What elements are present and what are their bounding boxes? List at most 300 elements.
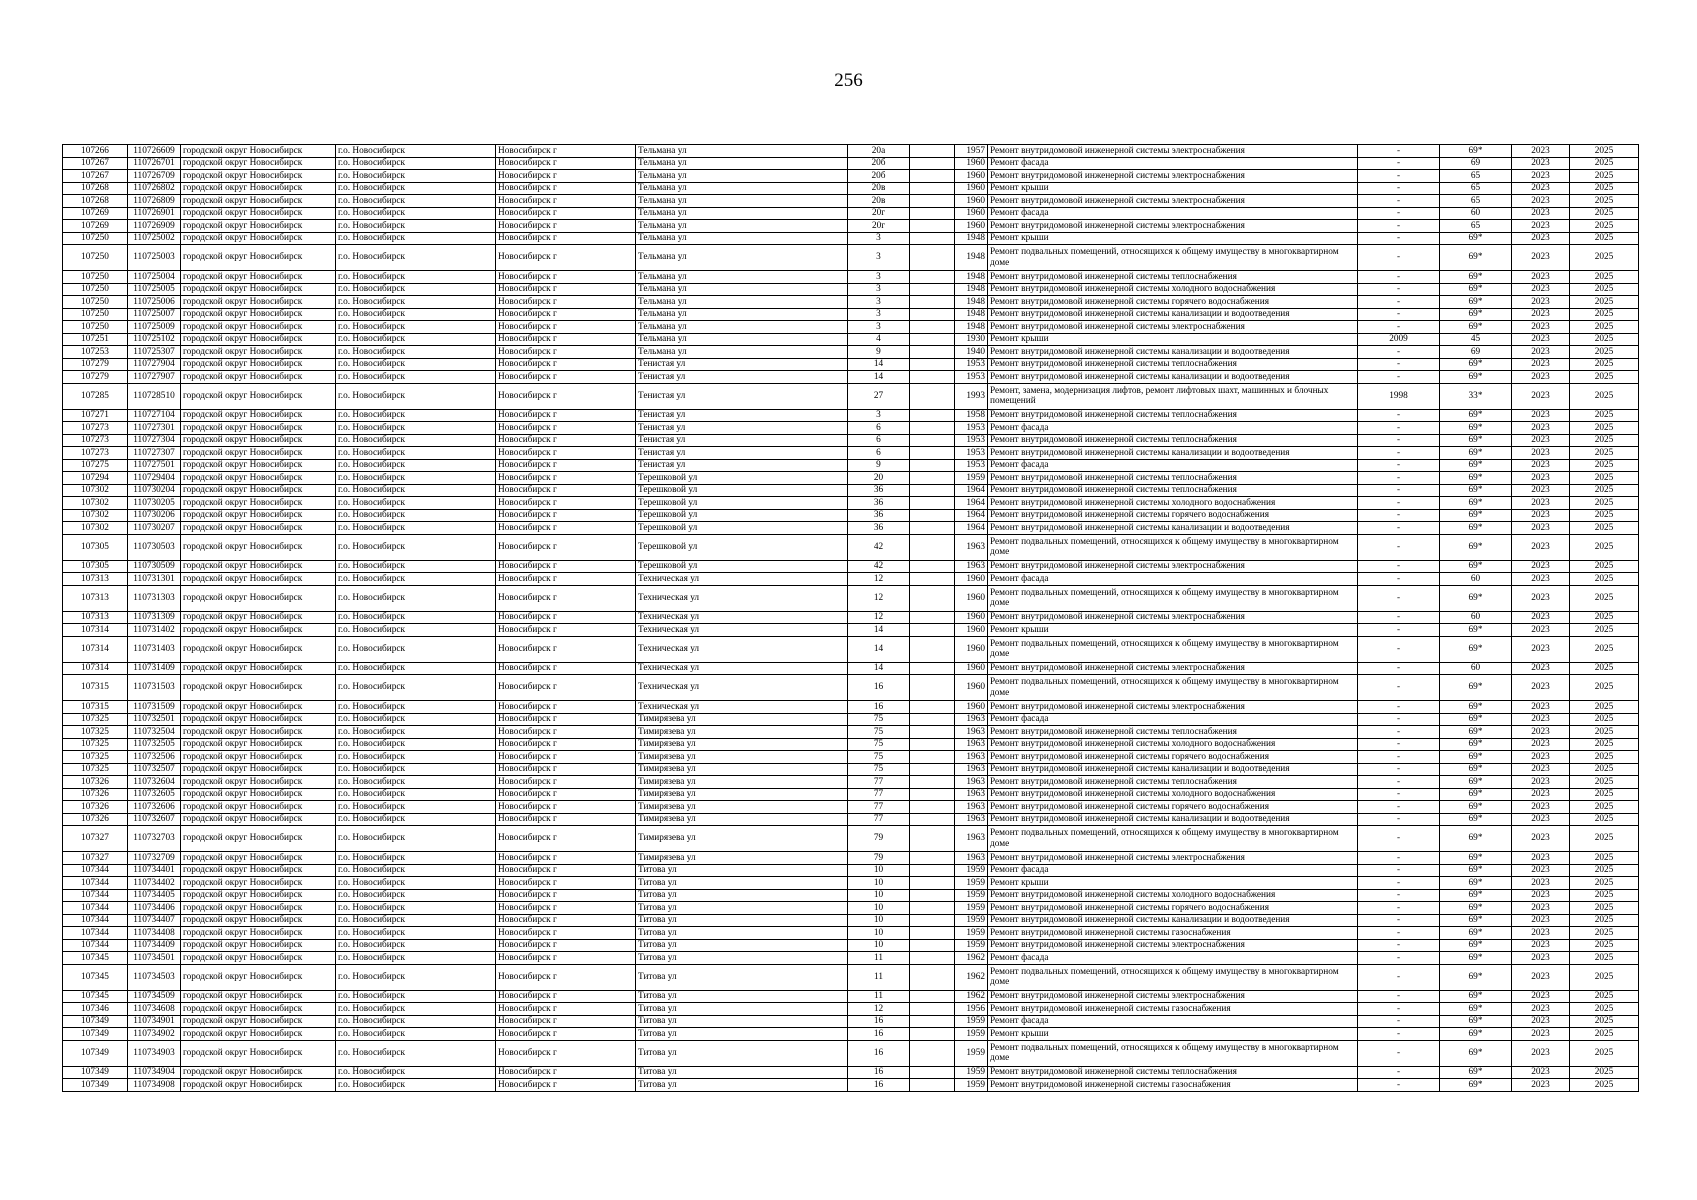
cell-district: г.о. Новосибирск bbox=[336, 952, 496, 965]
cell-plan-end: 2025 bbox=[1570, 751, 1639, 764]
cell-wear-percent: 33* bbox=[1440, 383, 1512, 409]
cell-plan-start: 2023 bbox=[1512, 283, 1570, 296]
cell-building bbox=[910, 889, 955, 902]
cell-district: г.о. Новосибирск bbox=[336, 788, 496, 801]
cell-city: Новосибирск г bbox=[496, 1028, 636, 1041]
cell-plan-end: 2025 bbox=[1570, 321, 1639, 334]
cell-year-built: 1960 bbox=[955, 636, 988, 662]
cell-city: Новосибирск г bbox=[496, 776, 636, 789]
cell-wear-percent: 69* bbox=[1440, 1066, 1512, 1079]
cell-wear-percent: 69* bbox=[1440, 472, 1512, 485]
cell-house-id: 107267 bbox=[63, 170, 128, 183]
cell-district: г.о. Новосибирск bbox=[336, 497, 496, 510]
cell-work-type: Ремонт подвальных помещений, относящихся к общему имуществу в многоквартирном доме bbox=[988, 534, 1358, 560]
cell-wear-percent: 69* bbox=[1440, 371, 1512, 384]
cell-city: Новосибирск г bbox=[496, 472, 636, 485]
cell-wear-percent: 69* bbox=[1440, 283, 1512, 296]
cell-district: г.о. Новосибирск bbox=[336, 484, 496, 497]
cell-plan-end: 2025 bbox=[1570, 195, 1639, 208]
cell-wear-percent: 69* bbox=[1440, 701, 1512, 714]
cell-wear-percent: 69* bbox=[1440, 434, 1512, 447]
cell-last-repair-year: - bbox=[1358, 1028, 1440, 1041]
cell-municipality: городской округ Новосибирск bbox=[181, 939, 336, 952]
cell-street: Тимирязева ул bbox=[636, 776, 848, 789]
cell-plan-end: 2025 bbox=[1570, 611, 1639, 624]
cell-work-id: 110726609 bbox=[128, 145, 181, 158]
cell-work-type: Ремонт внутридомовой инженерной системы канализации и водоотведения bbox=[988, 371, 1358, 384]
cell-last-repair-year: - bbox=[1358, 459, 1440, 472]
cell-house-number: 16 bbox=[848, 675, 910, 701]
cell-municipality: городской округ Новосибирск bbox=[181, 472, 336, 485]
cell-work-type: Ремонт внутридомовой инженерной системы электроснабжения bbox=[988, 939, 1358, 952]
cell-last-repair-year: - bbox=[1358, 902, 1440, 915]
cell-last-repair-year: - bbox=[1358, 726, 1440, 739]
cell-house-id: 107250 bbox=[63, 308, 128, 321]
cell-last-repair-year: - bbox=[1358, 522, 1440, 535]
cell-work-id: 110732703 bbox=[128, 826, 181, 852]
cell-year-built: 1960 bbox=[955, 170, 988, 183]
cell-work-id: 110732607 bbox=[128, 813, 181, 826]
cell-street: Техническая ул bbox=[636, 585, 848, 611]
cell-plan-end: 2025 bbox=[1570, 1028, 1639, 1041]
cell-city: Новосибирск г bbox=[496, 826, 636, 852]
cell-city: Новосибирск г bbox=[496, 877, 636, 890]
cell-plan-end: 2025 bbox=[1570, 939, 1639, 952]
table-row bbox=[63, 157, 1639, 170]
cell-district: г.о. Новосибирск bbox=[336, 990, 496, 1003]
cell-year-built: 1962 bbox=[955, 964, 988, 990]
cell-wear-percent: 69* bbox=[1440, 675, 1512, 701]
cell-municipality: городской округ Новосибирск bbox=[181, 751, 336, 764]
cell-work-id: 110730207 bbox=[128, 522, 181, 535]
cell-street: Техническая ул bbox=[636, 675, 848, 701]
cell-plan-start: 2023 bbox=[1512, 864, 1570, 877]
cell-plan-start: 2023 bbox=[1512, 459, 1570, 472]
cell-plan-end: 2025 bbox=[1570, 434, 1639, 447]
cell-building bbox=[910, 346, 955, 359]
cell-year-built: 1953 bbox=[955, 422, 988, 435]
cell-wear-percent: 69* bbox=[1440, 852, 1512, 865]
cell-last-repair-year: - bbox=[1358, 321, 1440, 334]
cell-house-number: 16 bbox=[848, 1066, 910, 1079]
cell-year-built: 1948 bbox=[955, 232, 988, 245]
cell-house-number: 3 bbox=[848, 296, 910, 309]
cell-work-type: Ремонт фасада bbox=[988, 459, 1358, 472]
cell-house-id: 107302 bbox=[63, 497, 128, 510]
cell-house-id: 107327 bbox=[63, 826, 128, 852]
table-row bbox=[63, 308, 1639, 321]
table-row bbox=[63, 914, 1639, 927]
cell-municipality: городской округ Новосибирск bbox=[181, 1003, 336, 1016]
cell-house-id: 107325 bbox=[63, 726, 128, 739]
cell-district: г.о. Новосибирск bbox=[336, 170, 496, 183]
cell-wear-percent: 60 bbox=[1440, 573, 1512, 586]
cell-work-id: 110734608 bbox=[128, 1003, 181, 1016]
cell-wear-percent: 69* bbox=[1440, 813, 1512, 826]
cell-city: Новосибирск г bbox=[496, 763, 636, 776]
cell-wear-percent: 69* bbox=[1440, 902, 1512, 915]
cell-city: Новосибирск г bbox=[496, 624, 636, 637]
cell-house-number: 16 bbox=[848, 701, 910, 714]
cell-city: Новосибирск г bbox=[496, 1040, 636, 1066]
cell-house-number: 9 bbox=[848, 346, 910, 359]
cell-last-repair-year: - bbox=[1358, 813, 1440, 826]
cell-house-number: 77 bbox=[848, 801, 910, 814]
cell-district: г.о. Новосибирск bbox=[336, 383, 496, 409]
cell-house-id: 107349 bbox=[63, 1066, 128, 1079]
cell-district: г.о. Новосибирск bbox=[336, 220, 496, 233]
cell-building bbox=[910, 877, 955, 890]
cell-work-type: Ремонт внутридомовой инженерной системы теплоснабжения bbox=[988, 271, 1358, 284]
cell-house-id: 107314 bbox=[63, 662, 128, 675]
cell-house-id: 107349 bbox=[63, 1028, 128, 1041]
cell-house-id: 107305 bbox=[63, 534, 128, 560]
table-row bbox=[63, 864, 1639, 877]
cell-work-id: 110734901 bbox=[128, 1015, 181, 1028]
cell-building bbox=[910, 927, 955, 940]
cell-year-built: 1953 bbox=[955, 371, 988, 384]
cell-municipality: городской округ Новосибирск bbox=[181, 321, 336, 334]
cell-plan-end: 2025 bbox=[1570, 422, 1639, 435]
table-row bbox=[63, 459, 1639, 472]
cell-plan-start: 2023 bbox=[1512, 914, 1570, 927]
cell-wear-percent: 69* bbox=[1440, 509, 1512, 522]
cell-house-id: 107313 bbox=[63, 585, 128, 611]
cell-street: Тимирязева ул bbox=[636, 713, 848, 726]
table-row bbox=[63, 952, 1639, 965]
cell-house-number: 11 bbox=[848, 964, 910, 990]
cell-building bbox=[910, 283, 955, 296]
cell-building bbox=[910, 990, 955, 1003]
cell-year-built: 1959 bbox=[955, 914, 988, 927]
cell-house-id: 107273 bbox=[63, 422, 128, 435]
cell-work-type: Ремонт внутридомовой инженерной системы газоснабжения bbox=[988, 927, 1358, 940]
cell-work-type: Ремонт внутридомовой инженерной системы теплоснабжения bbox=[988, 472, 1358, 485]
cell-work-type: Ремонт крыши bbox=[988, 624, 1358, 637]
cell-building bbox=[910, 434, 955, 447]
cell-district: г.о. Новосибирск bbox=[336, 826, 496, 852]
cell-street: Тельмана ул bbox=[636, 271, 848, 284]
table-row bbox=[63, 207, 1639, 220]
table-row bbox=[63, 701, 1639, 714]
cell-street: Тенистая ул bbox=[636, 434, 848, 447]
cell-work-id: 110727104 bbox=[128, 409, 181, 422]
cell-house-id: 107344 bbox=[63, 889, 128, 902]
cell-house-number: 3 bbox=[848, 409, 910, 422]
cell-last-repair-year: - bbox=[1358, 195, 1440, 208]
cell-last-repair-year: - bbox=[1358, 826, 1440, 852]
cell-house-number: 3 bbox=[848, 308, 910, 321]
cell-house-number: 3 bbox=[848, 283, 910, 296]
cell-work-id: 110732605 bbox=[128, 788, 181, 801]
cell-city: Новосибирск г bbox=[496, 662, 636, 675]
cell-city: Новосибирск г bbox=[496, 611, 636, 624]
cell-work-id: 110731503 bbox=[128, 675, 181, 701]
cell-house-number: 14 bbox=[848, 636, 910, 662]
cell-plan-end: 2025 bbox=[1570, 914, 1639, 927]
cell-plan-end: 2025 bbox=[1570, 157, 1639, 170]
cell-city: Новосибирск г bbox=[496, 522, 636, 535]
table-row bbox=[63, 145, 1639, 158]
cell-building bbox=[910, 788, 955, 801]
table-row bbox=[63, 964, 1639, 990]
cell-last-repair-year: - bbox=[1358, 585, 1440, 611]
cell-house-number: 10 bbox=[848, 927, 910, 940]
cell-work-type: Ремонт крыши bbox=[988, 232, 1358, 245]
cell-wear-percent: 69* bbox=[1440, 232, 1512, 245]
cell-wear-percent: 69* bbox=[1440, 763, 1512, 776]
cell-house-id: 107315 bbox=[63, 675, 128, 701]
cell-last-repair-year: - bbox=[1358, 1040, 1440, 1066]
table-row bbox=[63, 990, 1639, 1003]
cell-city: Новосибирск г bbox=[496, 383, 636, 409]
cell-work-id: 110725004 bbox=[128, 271, 181, 284]
table-row bbox=[63, 333, 1639, 346]
cell-municipality: городской округ Новосибирск bbox=[181, 713, 336, 726]
cell-district: г.о. Новосибирск bbox=[336, 283, 496, 296]
table-body bbox=[63, 145, 1639, 1092]
cell-year-built: 1940 bbox=[955, 346, 988, 359]
cell-work-type: Ремонт внутридомовой инженерной системы газоснабжения bbox=[988, 1079, 1358, 1092]
cell-year-built: 1956 bbox=[955, 1003, 988, 1016]
cell-plan-start: 2023 bbox=[1512, 801, 1570, 814]
cell-municipality: городской округ Новосибирск bbox=[181, 447, 336, 460]
cell-work-type: Ремонт внутридомовой инженерной системы теплоснабжения bbox=[988, 409, 1358, 422]
cell-wear-percent: 69 bbox=[1440, 157, 1512, 170]
cell-wear-percent: 69* bbox=[1440, 1015, 1512, 1028]
cell-city: Новосибирск г bbox=[496, 283, 636, 296]
cell-district: г.о. Новосибирск bbox=[336, 1066, 496, 1079]
cell-work-id: 110731402 bbox=[128, 624, 181, 637]
cell-wear-percent: 69* bbox=[1440, 776, 1512, 789]
cell-year-built: 1948 bbox=[955, 245, 988, 271]
cell-wear-percent: 69* bbox=[1440, 826, 1512, 852]
cell-street: Терешковой ул bbox=[636, 472, 848, 485]
cell-work-type: Ремонт внутридомовой инженерной системы электроснабжения bbox=[988, 321, 1358, 334]
cell-year-built: 1948 bbox=[955, 308, 988, 321]
cell-plan-end: 2025 bbox=[1570, 308, 1639, 321]
cell-house-number: 42 bbox=[848, 560, 910, 573]
cell-work-type: Ремонт внутридомовой инженерной системы электроснабжения bbox=[988, 701, 1358, 714]
cell-last-repair-year: 2009 bbox=[1358, 333, 1440, 346]
cell-city: Новосибирск г bbox=[496, 738, 636, 751]
cell-district: г.о. Новосибирск bbox=[336, 813, 496, 826]
cell-work-id: 110734904 bbox=[128, 1066, 181, 1079]
cell-city: Новосибирск г bbox=[496, 333, 636, 346]
cell-last-repair-year: - bbox=[1358, 484, 1440, 497]
cell-plan-start: 2023 bbox=[1512, 245, 1570, 271]
cell-work-id: 110732501 bbox=[128, 713, 181, 726]
cell-city: Новосибирск г bbox=[496, 195, 636, 208]
table-row bbox=[63, 497, 1639, 510]
cell-wear-percent: 69* bbox=[1440, 713, 1512, 726]
cell-plan-end: 2025 bbox=[1570, 145, 1639, 158]
cell-city: Новосибирск г bbox=[496, 939, 636, 952]
cell-year-built: 1964 bbox=[955, 522, 988, 535]
cell-municipality: городской округ Новосибирск bbox=[181, 207, 336, 220]
cell-street: Титова ул bbox=[636, 864, 848, 877]
cell-work-id: 110731309 bbox=[128, 611, 181, 624]
cell-plan-end: 2025 bbox=[1570, 346, 1639, 359]
cell-plan-end: 2025 bbox=[1570, 371, 1639, 384]
cell-building bbox=[910, 422, 955, 435]
cell-work-type: Ремонт внутридомовой инженерной системы горячего водоснабжения bbox=[988, 751, 1358, 764]
cell-building bbox=[910, 1003, 955, 1016]
cell-plan-end: 2025 bbox=[1570, 1003, 1639, 1016]
cell-last-repair-year: - bbox=[1358, 573, 1440, 586]
cell-house-number: 75 bbox=[848, 751, 910, 764]
cell-house-id: 107313 bbox=[63, 611, 128, 624]
cell-street: Техническая ул bbox=[636, 624, 848, 637]
cell-house-id: 107349 bbox=[63, 1015, 128, 1028]
cell-street: Терешковой ул bbox=[636, 484, 848, 497]
cell-municipality: городской округ Новосибирск bbox=[181, 434, 336, 447]
cell-plan-end: 2025 bbox=[1570, 788, 1639, 801]
cell-city: Новосибирск г bbox=[496, 1003, 636, 1016]
cell-house-id: 107269 bbox=[63, 220, 128, 233]
cell-work-id: 110729404 bbox=[128, 472, 181, 485]
cell-wear-percent: 65 bbox=[1440, 170, 1512, 183]
cell-last-repair-year: - bbox=[1358, 914, 1440, 927]
cell-city: Новосибирск г bbox=[496, 585, 636, 611]
cell-municipality: городской округ Новосибирск bbox=[181, 371, 336, 384]
cell-wear-percent: 69* bbox=[1440, 636, 1512, 662]
cell-house-number: 12 bbox=[848, 585, 910, 611]
cell-last-repair-year: - bbox=[1358, 952, 1440, 965]
cell-house-id: 107314 bbox=[63, 624, 128, 637]
cell-plan-start: 2023 bbox=[1512, 1028, 1570, 1041]
cell-work-type: Ремонт внутридомовой инженерной системы электроснабжения bbox=[988, 990, 1358, 1003]
cell-street: Тельмана ул bbox=[636, 182, 848, 195]
cell-building bbox=[910, 358, 955, 371]
cell-building bbox=[910, 195, 955, 208]
table-row bbox=[63, 573, 1639, 586]
cell-city: Новосибирск г bbox=[496, 852, 636, 865]
cell-building bbox=[910, 308, 955, 321]
cell-plan-start: 2023 bbox=[1512, 813, 1570, 826]
cell-city: Новосибирск г bbox=[496, 990, 636, 1003]
cell-work-id: 110734402 bbox=[128, 877, 181, 890]
cell-last-repair-year: - bbox=[1358, 472, 1440, 485]
cell-street: Тельмана ул bbox=[636, 308, 848, 321]
cell-district: г.о. Новосибирск bbox=[336, 296, 496, 309]
cell-year-built: 1960 bbox=[955, 182, 988, 195]
cell-year-built: 1963 bbox=[955, 738, 988, 751]
cell-plan-start: 2023 bbox=[1512, 573, 1570, 586]
cell-work-type: Ремонт, замена, модернизация лифтов, ремонт лифтовых шахт, машинных и блочных помещений bbox=[988, 383, 1358, 409]
cell-house-number: 42 bbox=[848, 534, 910, 560]
cell-city: Новосибирск г bbox=[496, 232, 636, 245]
cell-wear-percent: 60 bbox=[1440, 611, 1512, 624]
cell-year-built: 1959 bbox=[955, 877, 988, 890]
cell-plan-end: 2025 bbox=[1570, 585, 1639, 611]
cell-house-id: 107325 bbox=[63, 738, 128, 751]
cell-work-id: 110727304 bbox=[128, 434, 181, 447]
cell-building bbox=[910, 472, 955, 485]
table-row bbox=[63, 776, 1639, 789]
table-row bbox=[63, 170, 1639, 183]
cell-wear-percent: 69* bbox=[1440, 271, 1512, 284]
cell-building bbox=[910, 371, 955, 384]
cell-wear-percent: 69* bbox=[1440, 864, 1512, 877]
cell-city: Новосибирск г bbox=[496, 170, 636, 183]
cell-district: г.о. Новосибирск bbox=[336, 560, 496, 573]
cell-building bbox=[910, 611, 955, 624]
table-row bbox=[63, 358, 1639, 371]
cell-municipality: городской округ Новосибирск bbox=[181, 877, 336, 890]
cell-house-number: 75 bbox=[848, 763, 910, 776]
cell-street: Тимирязева ул bbox=[636, 826, 848, 852]
cell-wear-percent: 69* bbox=[1440, 1028, 1512, 1041]
cell-plan-start: 2023 bbox=[1512, 751, 1570, 764]
cell-year-built: 1993 bbox=[955, 383, 988, 409]
cell-work-type: Ремонт внутридомовой инженерной системы электроснабжения bbox=[988, 852, 1358, 865]
cell-work-type: Ремонт подвальных помещений, относящихся к общему имуществу в многоквартирном доме bbox=[988, 826, 1358, 852]
cell-municipality: городской округ Новосибирск bbox=[181, 383, 336, 409]
cell-street: Титова ул bbox=[636, 1028, 848, 1041]
cell-house-number: 11 bbox=[848, 952, 910, 965]
cell-work-type: Ремонт подвальных помещений, относящихся к общему имуществу в многоквартирном доме bbox=[988, 636, 1358, 662]
cell-year-built: 1963 bbox=[955, 776, 988, 789]
cell-city: Новосибирск г bbox=[496, 1079, 636, 1092]
cell-house-number: 3 bbox=[848, 321, 910, 334]
cell-district: г.о. Новосибирск bbox=[336, 964, 496, 990]
cell-work-type: Ремонт внутридомовой инженерной системы холодного водоснабжения bbox=[988, 283, 1358, 296]
table-row bbox=[63, 636, 1639, 662]
cell-wear-percent: 69* bbox=[1440, 877, 1512, 890]
cell-plan-end: 2025 bbox=[1570, 813, 1639, 826]
cell-building bbox=[910, 271, 955, 284]
cell-city: Новосибирск г bbox=[496, 296, 636, 309]
cell-municipality: городской округ Новосибирск bbox=[181, 952, 336, 965]
cell-work-type: Ремонт внутридомовой инженерной системы теплоснабжения bbox=[988, 1066, 1358, 1079]
cell-district: г.о. Новосибирск bbox=[336, 763, 496, 776]
cell-work-type: Ремонт внутридомовой инженерной системы канализации и водоотведения bbox=[988, 522, 1358, 535]
cell-year-built: 1957 bbox=[955, 145, 988, 158]
cell-street: Тимирязева ул bbox=[636, 763, 848, 776]
cell-city: Новосибирск г bbox=[496, 434, 636, 447]
cell-street: Титова ул bbox=[636, 1079, 848, 1092]
cell-work-type: Ремонт внутридомовой инженерной системы холодного водоснабжения bbox=[988, 497, 1358, 510]
cell-municipality: городской округ Новосибирск bbox=[181, 459, 336, 472]
cell-plan-start: 2023 bbox=[1512, 939, 1570, 952]
cell-street: Тенистая ул bbox=[636, 371, 848, 384]
cell-year-built: 1963 bbox=[955, 726, 988, 739]
cell-house-id: 107294 bbox=[63, 472, 128, 485]
cell-city: Новосибирск г bbox=[496, 675, 636, 701]
cell-municipality: городской округ Новосибирск bbox=[181, 296, 336, 309]
cell-street: Техническая ул bbox=[636, 573, 848, 586]
cell-plan-start: 2023 bbox=[1512, 1040, 1570, 1066]
cell-last-repair-year: - bbox=[1358, 675, 1440, 701]
cell-year-built: 1959 bbox=[955, 939, 988, 952]
cell-plan-start: 2023 bbox=[1512, 889, 1570, 902]
cell-last-repair-year: - bbox=[1358, 990, 1440, 1003]
cell-municipality: городской округ Новосибирск bbox=[181, 864, 336, 877]
cell-plan-start: 2023 bbox=[1512, 611, 1570, 624]
cell-last-repair-year: - bbox=[1358, 964, 1440, 990]
table-row bbox=[63, 624, 1639, 637]
cell-last-repair-year: - bbox=[1358, 358, 1440, 371]
cell-house-number: 36 bbox=[848, 522, 910, 535]
cell-wear-percent: 69 bbox=[1440, 346, 1512, 359]
cell-district: г.о. Новосибирск bbox=[336, 321, 496, 334]
cell-municipality: городской округ Новосибирск bbox=[181, 675, 336, 701]
cell-year-built: 1953 bbox=[955, 459, 988, 472]
table-row bbox=[63, 409, 1639, 422]
cell-plan-end: 2025 bbox=[1570, 763, 1639, 776]
cell-house-id: 107273 bbox=[63, 447, 128, 460]
